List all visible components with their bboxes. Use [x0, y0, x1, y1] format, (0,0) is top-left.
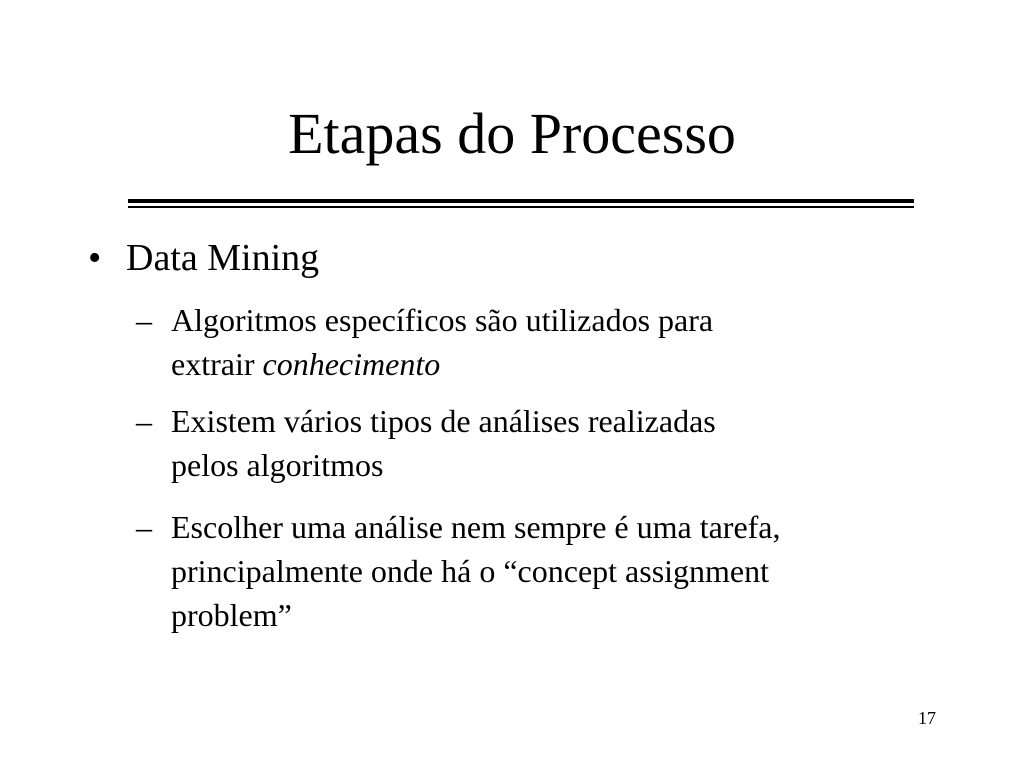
subitem-text [171, 399, 956, 487]
subitem-line: Algoritmos específicos são utilizados para [171, 302, 714, 338]
subitem-tipos-de-analises [136, 399, 956, 487]
subitem-line: Escolher uma análise nem sempre é uma tarefa, [171, 509, 781, 545]
subitem-line: pelos algoritmos [171, 447, 384, 483]
subitem-marker: – [136, 302, 152, 338]
subitem-text [171, 505, 956, 637]
subitem-marker: – [136, 403, 152, 439]
subitem-line: problem” [171, 597, 292, 633]
title-divider-thin-line [128, 206, 914, 208]
subitem-text [171, 298, 956, 386]
title-divider [128, 199, 914, 209]
subitem-marker: – [136, 509, 152, 545]
title-divider-thick-line [128, 199, 914, 203]
bullet-item-data-mining [88, 233, 319, 283]
page-number: 17 [918, 708, 936, 728]
subitem-line: principalmente onde há o “concept assignment [171, 553, 770, 589]
bullet-marker: • [88, 237, 102, 279]
subitem-escolher-analise [136, 505, 956, 637]
bullet-label: Data Mining [126, 237, 320, 279]
subitem-line: Existem vários tipos de análises realizadas [171, 403, 716, 439]
emphasized-term: conhecimento [262, 346, 441, 382]
slide-title: Etapas do Processo [288, 101, 736, 166]
subitem-algoritmos [136, 298, 956, 386]
subitem-line-prefix: extrair [171, 346, 263, 382]
